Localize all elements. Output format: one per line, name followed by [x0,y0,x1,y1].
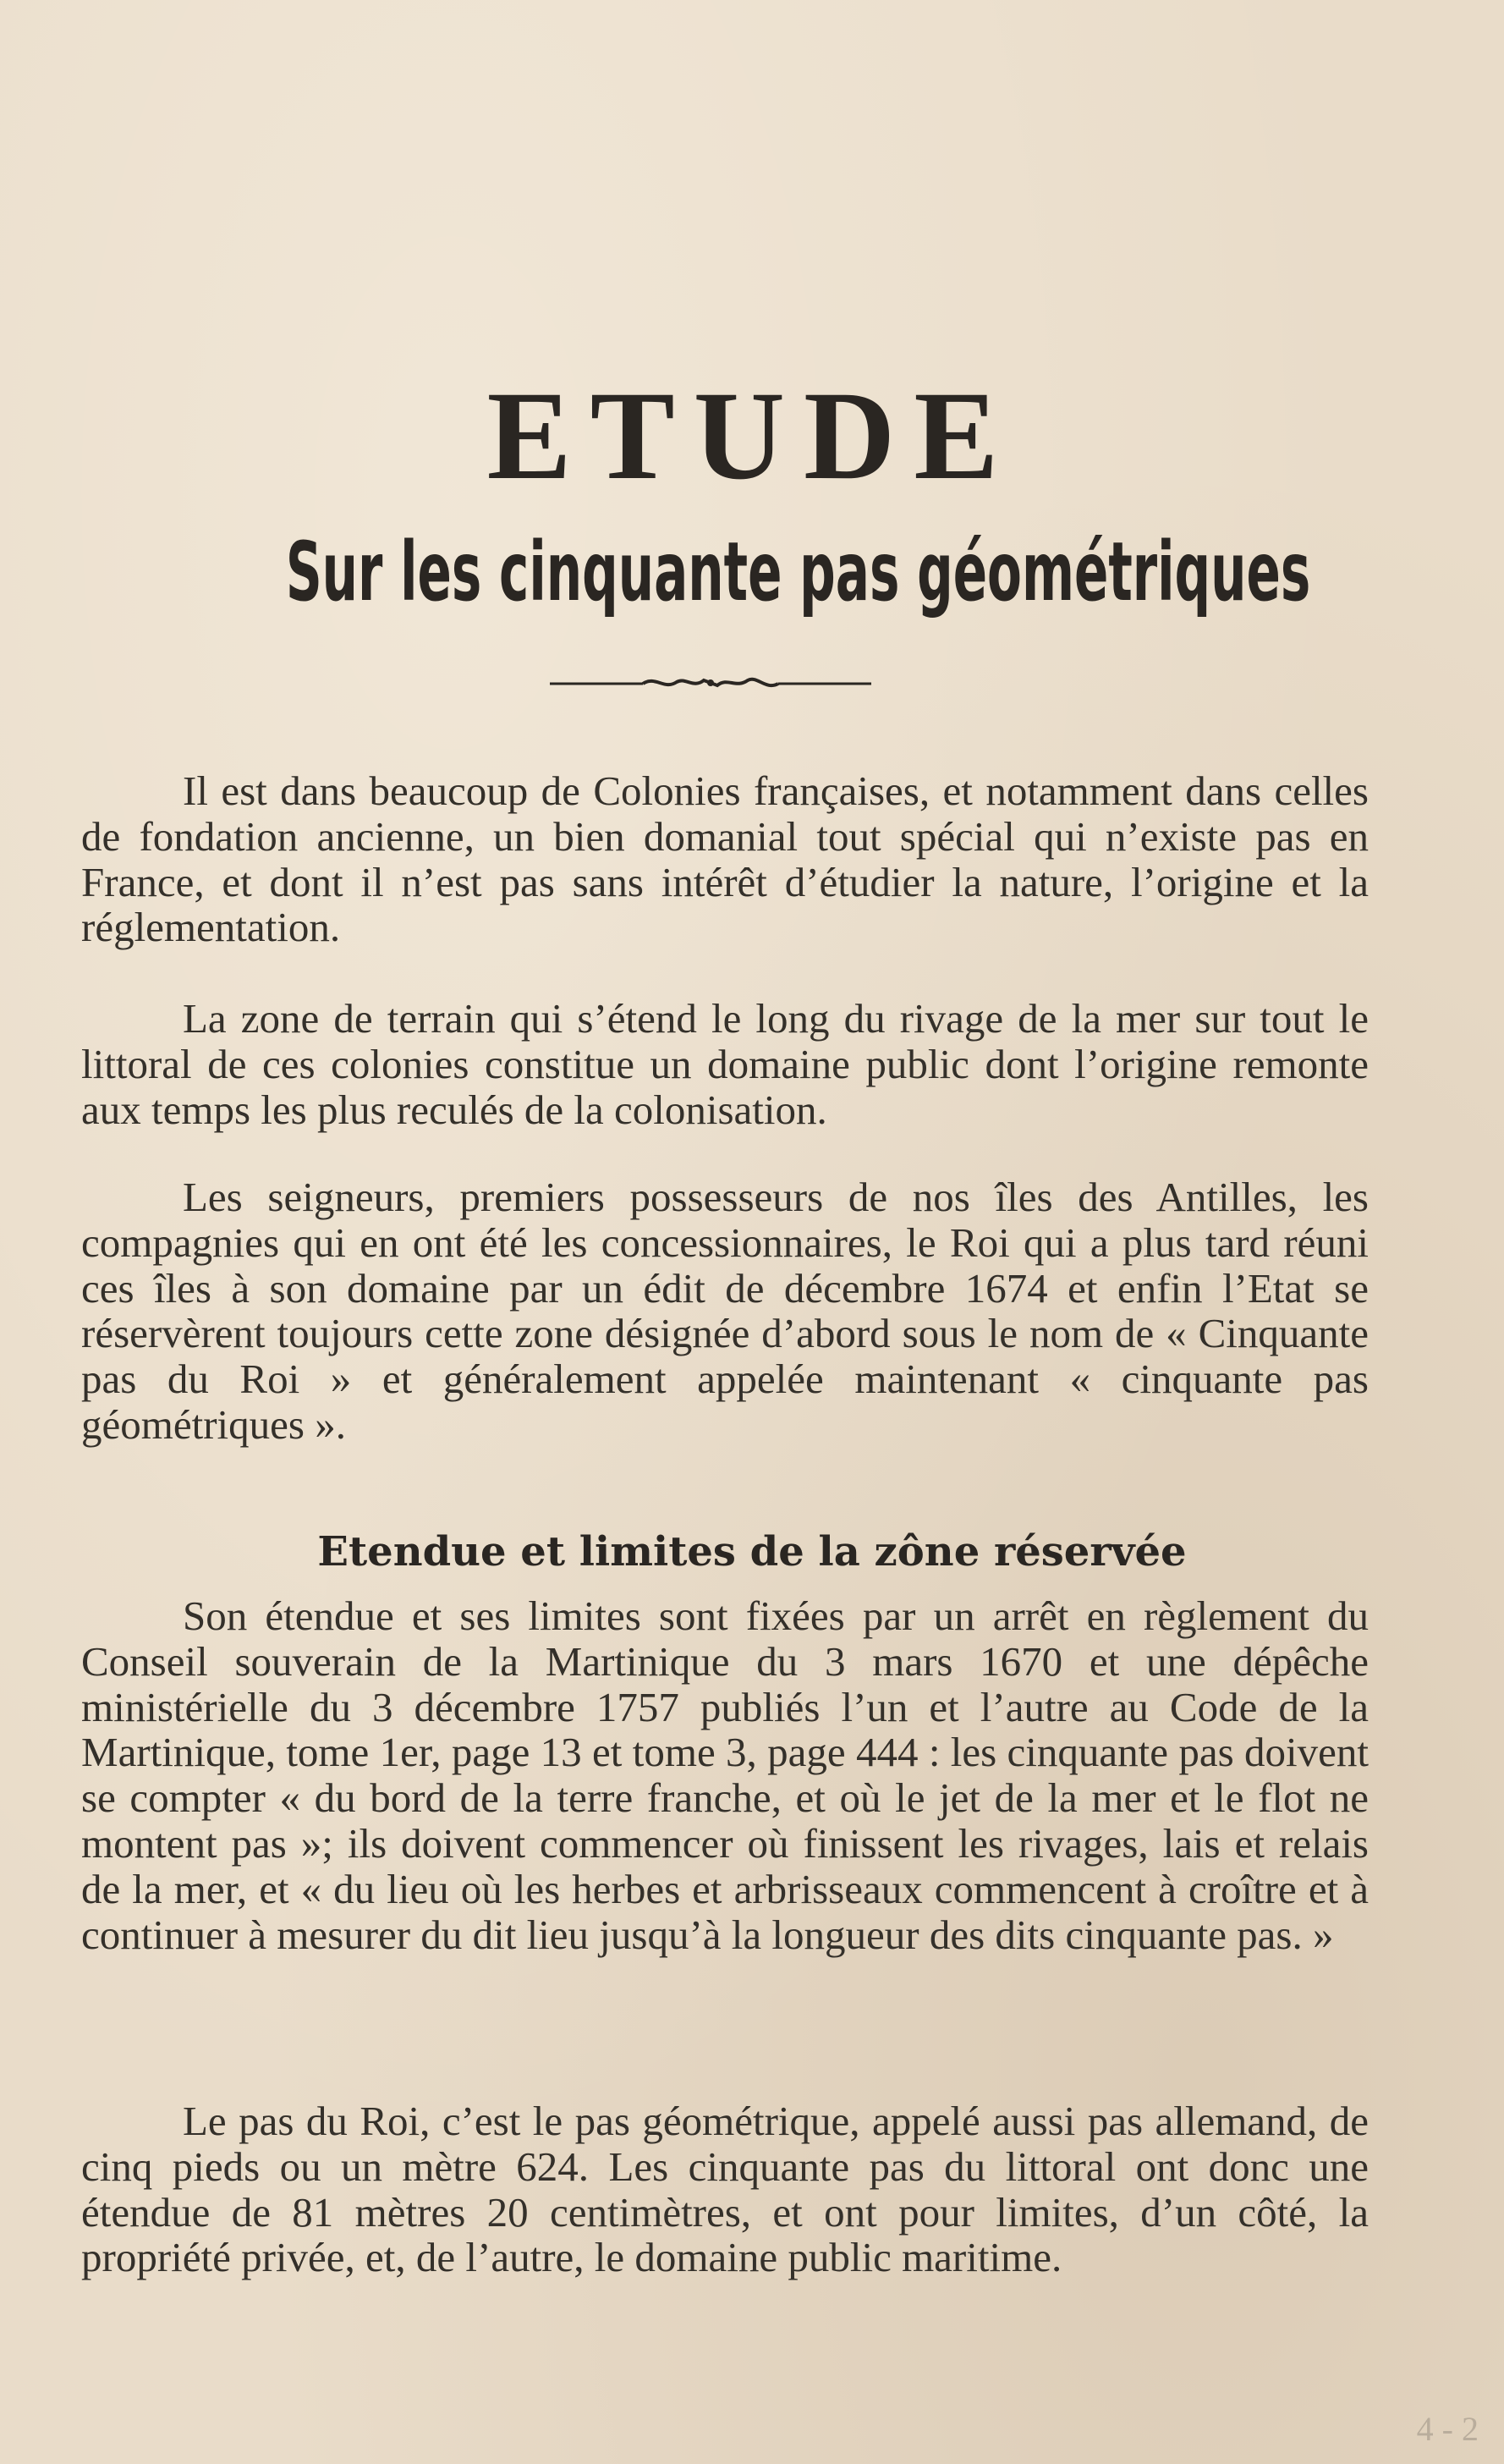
page-mark: 4 - 2 [1416,2410,1479,2448]
section-heading: Etendue et limites de la zône réservée [317,1528,1187,1576]
paragraph-1: Il est dans beaucoup de Colonies françaises, et notamment dans celles de fondation ancienne, un bien domanial tout spécial qui n’existe pas en France, et dont il n’est pas sans intérêt d’étudier la nature, l’origine et la réglementation. [81,767,1369,951]
page-subtitle: Sur les cinquante pas géométriques [285,525,1311,619]
paragraph-3: Les seigneurs, premiers possesseurs de nos îles des Antilles, les compagnies qui en ont été les concessionnaires, le Roi qui a plus tard réuni ces îles à son domaine par un édit de décembre 1674 et enfin l’Etat se réservèrent toujours cette zone désignée d’abord sous le nom de « Cinquante pas du Roi » et généralement appelée maintenant « cinquante pas géométriques ». [81,1174,1369,1448]
page-title: ETUDE [486,366,1018,506]
ornament-divider-icon [541,670,880,696]
paragraph-2: La zone de terrain qui s’étend le long du rivage de la mer sur tout le littoral de ces colonies constitue un domaine public dont l’origine remonte aux temps les plus reculés de la colonisation. [81,995,1369,1133]
section-paragraph-2: Le pas du Roi, c’est le pas géométrique, appelé aussi pas allemand, de cinq pieds ou un mètre 624. Les cinquante pas du littoral ont donc une étendue de 81 mètres 20 centimètres, et ont pour limites, d’un côté, la propriété privée, et, de l’autre, le domaine public maritime. [81,2098,1369,2281]
section-paragraph-1: Son étendue et ses limites sont fixées par un arrêt en règlement du Conseil souverain de la Martinique du 3 mars 1670 et une dépêche ministérielle du 3 décembre 1757 publiés l’un et l’autre au Code de la Martinique, tome 1er, page 13 et tome 3, page 444 : les cinquante pas doivent se compter « du bord de la terre franche, et où le jet de la mer et le flot ne montent pas »; ils doivent commencer où finissent les rivages, lais et relais de la mer, et « du lieu où les herbes et arbrisseaux commencent à croître et à continuer à mesurer du dit lieu jusqu’à la longueur des dits cinquante pas. » [81,1592,1369,1958]
